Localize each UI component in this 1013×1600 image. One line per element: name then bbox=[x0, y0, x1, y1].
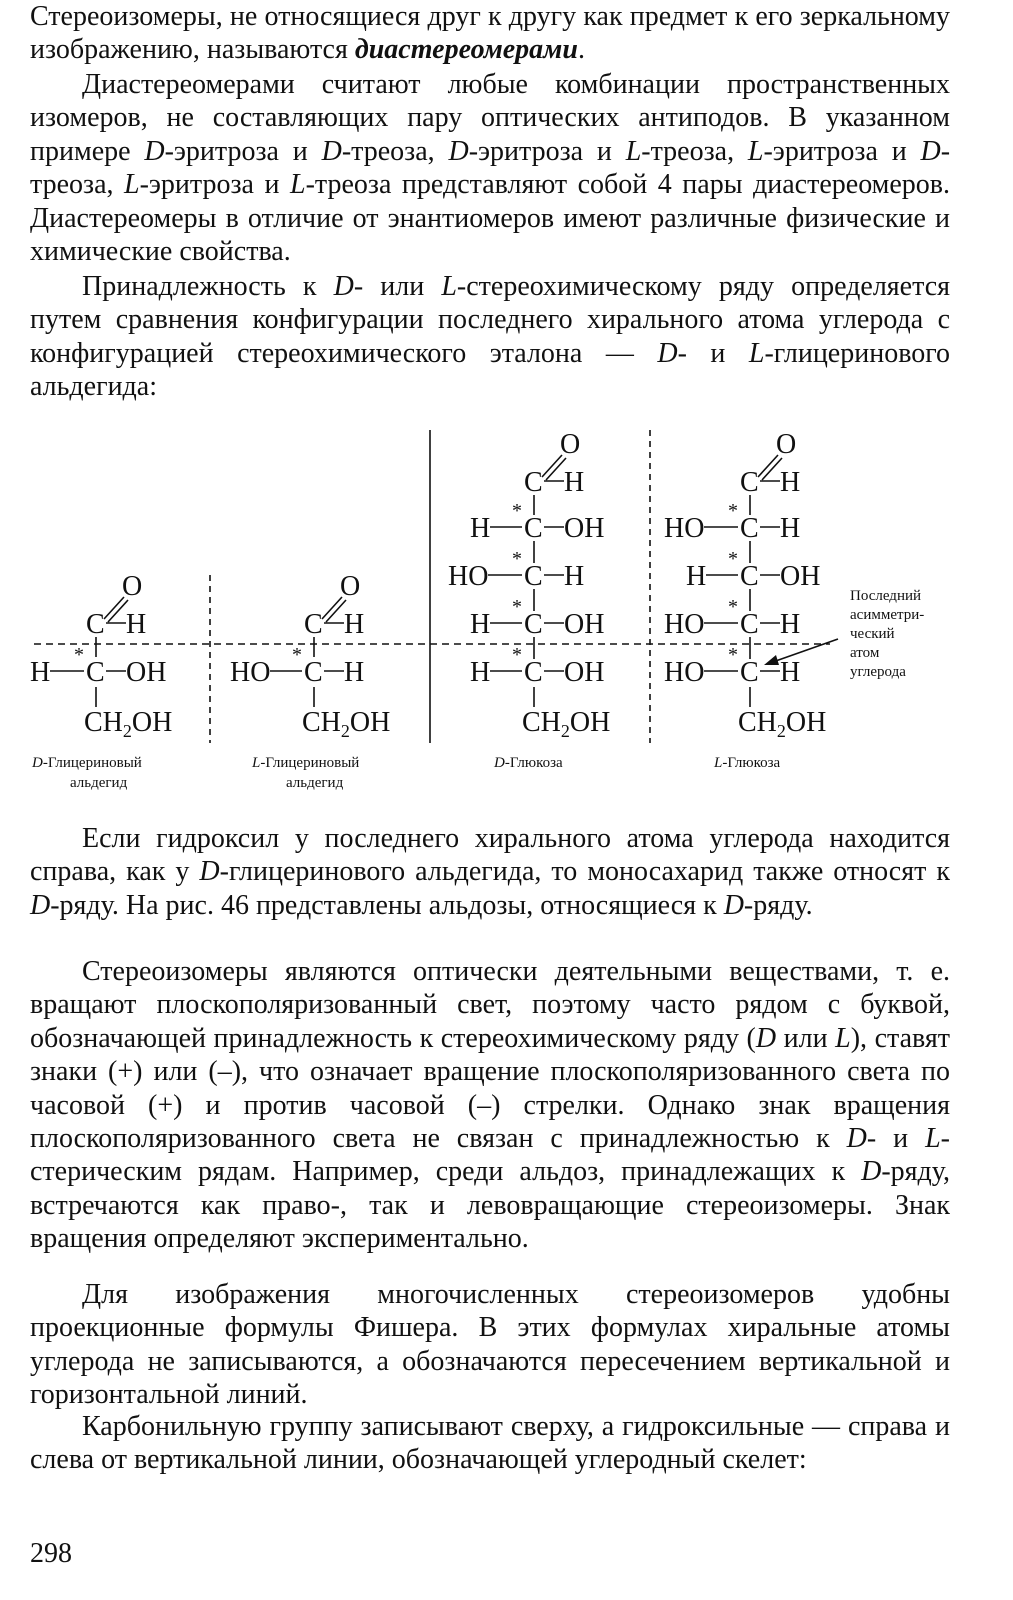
svg-text:*: * bbox=[512, 596, 522, 618]
svg-text:H: H bbox=[126, 609, 147, 640]
svg-text:C: C bbox=[740, 513, 759, 544]
caption-l-glucose: L-Глюкоза bbox=[714, 755, 781, 771]
svg-text:*: * bbox=[512, 548, 522, 570]
svg-text:H: H bbox=[470, 609, 491, 640]
svg-text:HO: HO bbox=[664, 609, 705, 640]
svg-text:H: H bbox=[686, 561, 707, 592]
svg-text:альдегид: альдегид bbox=[286, 775, 344, 791]
svg-text:*: * bbox=[74, 644, 84, 666]
svg-text:*: * bbox=[728, 596, 738, 618]
svg-text:*: * bbox=[512, 644, 522, 666]
svg-text:H: H bbox=[780, 467, 801, 498]
svg-text:C: C bbox=[524, 513, 543, 544]
svg-text:*: * bbox=[292, 644, 302, 666]
svg-text:C: C bbox=[524, 609, 543, 640]
svg-text:CH2OH: $CH_2OH$ bbox=[522, 707, 611, 741]
svg-text:C: C bbox=[740, 609, 759, 640]
svg-text:H: H bbox=[564, 561, 585, 592]
svg-text:C: C bbox=[86, 609, 105, 640]
caption-d-glyceraldehyde: D-Глицериновый bbox=[32, 755, 142, 771]
svg-text:HO: HO bbox=[664, 513, 705, 544]
svg-text:H: H bbox=[344, 609, 365, 640]
svg-text:H: H bbox=[780, 657, 801, 688]
svg-text:C: C bbox=[524, 657, 543, 688]
svg-text:C: C bbox=[86, 657, 105, 688]
paragraph-diastereomer-pairs: Диастереомерами считают любые комбинации пространственных изомеров, не составляющих пару оптических антиподов. В указанном примере D-эритроза и D-треоза, D-эритроза и L-треоза, L-эритроза и D-треоза, L-эритроза и L-треоза представляют собой 4 пары диастереомеров. Диастереомеры в отличие от энантиомеров имеют различные физические и химические свойства. bbox=[30, 69, 951, 268]
svg-text:OH: OH bbox=[126, 657, 167, 688]
svg-text:CH2OH: $CH_2OH$ bbox=[84, 707, 173, 741]
svg-text:H: H bbox=[344, 657, 365, 688]
caption-d-glucose: D-Глюкоза bbox=[494, 755, 563, 771]
svg-text:O: O bbox=[340, 571, 361, 602]
svg-text:атом: атом bbox=[850, 645, 880, 661]
svg-text:OH: OH bbox=[564, 657, 605, 688]
svg-text:*: * bbox=[728, 644, 738, 666]
svg-text:O: O bbox=[560, 429, 581, 460]
svg-text:*: * bbox=[728, 548, 738, 570]
paragraph-stereochemical-series: Принадлежность к D- или L-стереохимическому ряду определяется путем сравнения конфигурации последнего хирального атома углерода с конфигурацией стереохимического эталона — D- и L-глицеринового альдегида: bbox=[30, 271, 951, 403]
paragraph-diastereomers-definition: Стереоизомеры, не относящиеся друг к другу как предмет к его зеркальному изображению, называются диастереомерами. bbox=[30, 1, 950, 66]
svg-text:OH: OH bbox=[564, 609, 605, 640]
svg-text:Последний: Последний bbox=[850, 588, 922, 604]
svg-text:OH: OH bbox=[564, 513, 605, 544]
svg-text:C: C bbox=[524, 561, 543, 592]
svg-text:HO: HO bbox=[448, 561, 489, 592]
paragraph-optical-activity: Стереоизомеры являются оптически деятельными веществами, т. е. вращают плоскополяризованный свет, поэтому часто рядом с буквой, обозначающей принадлежность к стереохимическому ряду (D или L), ставят знаки (+) или (–), что означает вращение плоскополяризованного света по часовой (+) и против часовой (–) стрелки. Однако знак вращения плоскополяризованного света не связан с принадлежностью к D- и L-стерическим рядам. Например, среди альдоз, принадлежащих к D-ряду, встречаются как право-, так и левовращающие стереоизомеры. Знак вращения определяют экспериментально. bbox=[30, 956, 950, 1255]
svg-text:O: O bbox=[122, 571, 143, 602]
svg-text:*: * bbox=[512, 500, 522, 522]
svg-text:H: H bbox=[470, 513, 491, 544]
caption-l-glyceraldehyde: L-Глицериновый bbox=[252, 755, 360, 771]
l-glucose-formula bbox=[664, 429, 826, 741]
svg-text:H: H bbox=[30, 657, 51, 688]
svg-text:CH2OH: $CH_2OH$ bbox=[302, 707, 391, 741]
svg-text:H: H bbox=[780, 609, 801, 640]
l-glyceraldehyde-formula bbox=[230, 571, 390, 741]
svg-text:HO: HO bbox=[664, 657, 705, 688]
d-glucose-formula bbox=[448, 429, 610, 741]
svg-text:C: C bbox=[524, 467, 543, 498]
figure-captions bbox=[31, 755, 781, 791]
svg-text:ческий: ческий bbox=[850, 626, 895, 642]
svg-text:H: H bbox=[564, 467, 585, 498]
svg-text:HO: HO bbox=[230, 657, 271, 688]
svg-text:C: C bbox=[740, 467, 759, 498]
d-glyceraldehyde-formula bbox=[30, 571, 172, 741]
svg-text:C: C bbox=[304, 657, 323, 688]
svg-text:C: C bbox=[740, 657, 759, 688]
svg-text:CH2OH: $CH_2OH$ bbox=[738, 707, 827, 741]
svg-text:углерода: углерода bbox=[850, 664, 906, 680]
svg-text:асимметри-: асимметри- bbox=[850, 607, 925, 623]
svg-text:C: C bbox=[740, 561, 759, 592]
svg-text:*: * bbox=[728, 500, 738, 522]
paragraph-hydroxyl-position: Если гидроксил у последнего хирального атома углерода находится справа, как у D-глицеринового альдегида, то моносахарид также относят к D-ряду. На рис. 46 представлены альдозы, относящиеся к D-ряду. bbox=[30, 823, 950, 921]
svg-text:OH: OH bbox=[780, 561, 821, 592]
paragraph-carbonyl-group: Карбонильную группу записывают сверху, а гидроксильные — справа и слева от вертикальной линии, обозначающей углеродный скелет: bbox=[30, 1411, 950, 1476]
fischer-projections-figure bbox=[30, 425, 960, 805]
term-diastereomers: диастереомерами bbox=[354, 34, 578, 66]
page-number: 298 bbox=[30, 1538, 72, 1569]
paragraph-fischer-projections: Для изображения многочисленных стереоизомеров удобны проекционные формулы Фишера. В этих формулах хиральные атомы углерода не записываются, а обозначаются пересечением вертикальной и горизонтальной линий. bbox=[30, 1279, 950, 1411]
svg-text:C: C bbox=[304, 609, 323, 640]
svg-text:H: H bbox=[780, 513, 801, 544]
svg-text:H: H bbox=[470, 657, 491, 688]
svg-text:O: O bbox=[776, 429, 797, 460]
svg-text:альдегид: альдегид bbox=[70, 775, 128, 791]
